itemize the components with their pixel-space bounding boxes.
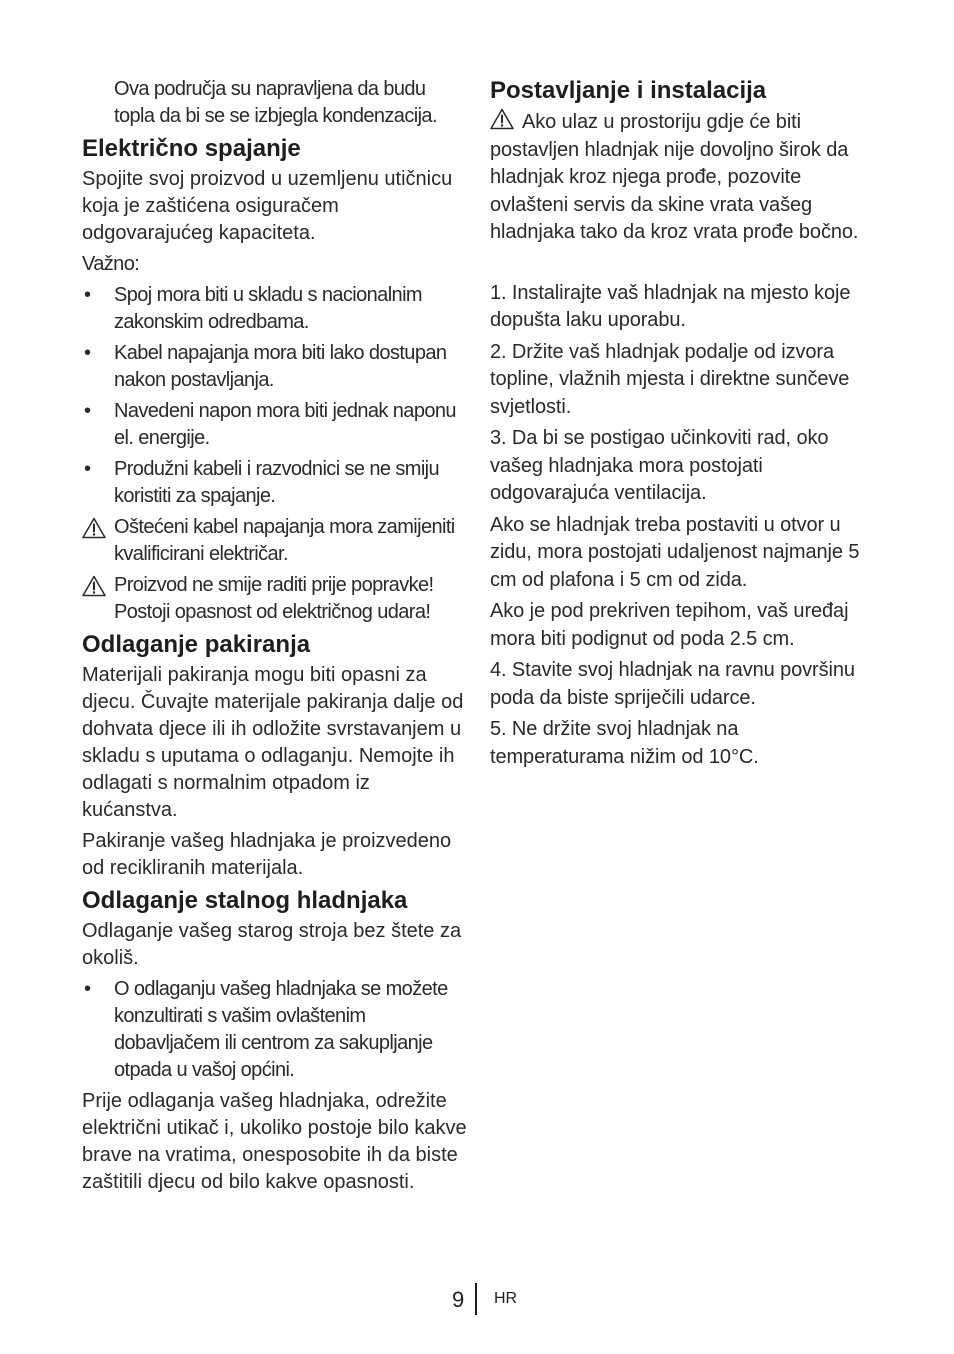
list-item: • Kabel napajanja mora biti lako dostupan nakon postavljanja. xyxy=(84,342,447,391)
installation-step: 3. Da bi se postigao učinkoviti rad, oko vašeg hladnjaka mora postojati odgovarajuća ventilacija. xyxy=(490,427,829,504)
bullet-dot: • xyxy=(84,458,91,480)
list-item: • Navedeni napon mora biti jednak naponu el. energije. xyxy=(84,400,456,449)
installation-step: 2. Držite vaš hladnjak podalje od izvora topline, vlažnih mjesta i direktne sunčeve svjetlosti. xyxy=(490,340,850,418)
installation-step: 5. Ne držite svoj hladnjak na temperaturama nižim od 10°C. xyxy=(490,718,759,768)
old-fridge-paragraph: Odlaganje vašeg starog stroja bez štete za okoliš. xyxy=(82,920,462,969)
warning-triangle-icon xyxy=(490,108,514,130)
warning-triangle-icon xyxy=(82,575,106,597)
bullet-dot: • xyxy=(84,342,91,364)
old-fridge-bullet-list xyxy=(82,976,470,1084)
installation-step: 4. Stavite svoj hladnjak na ravnu površinu poda da biste spriječili udarce. xyxy=(490,659,855,709)
installation-note: Ako se hladnjak treba postaviti u otvor u zidu, mora postojati udaljenost najmanje 5 cm od plafona i 5 cm od zida. xyxy=(490,513,860,591)
section-heading-installation: Postavljanje i instalacija xyxy=(490,77,767,104)
language-code: HR xyxy=(494,1290,518,1307)
section-heading-old-fridge: Odlaganje stalnog hladnjaka xyxy=(82,887,408,914)
installation-warning: Ako ulaz u prostoriju gdje će biti postavljen hladnjak nije dovoljno širok da hladnjak kroz njega prođe, pozovite ovlašteni servis da skine vrata vašeg hladnjaka tako da kroz vrata prođe bočno. xyxy=(490,108,874,247)
spacer xyxy=(490,251,874,280)
packaging-paragraph: Materijali pakiranja mogu biti opasni za djecu. Čuvajte materijale pakiranja dalje od dohvata djece ili ih odložite svrstavanjem u skladu s uputama o odlaganju. Nemojte ih odlagati s normalnim otpadom iz kućanstva. xyxy=(82,664,464,821)
intro-paragraph: Ova područja su napravljena da budu topla da bi se se izbjegla kondenzacija. xyxy=(114,78,437,127)
warning-triangle-icon xyxy=(82,517,106,539)
left-column xyxy=(82,76,470,1200)
warning-damaged-cable: Oštećeni kabel napajanja mora zamijeniti kvalificirani električar. xyxy=(82,514,470,568)
section-heading-electrical: Električno spajanje xyxy=(82,135,301,162)
warning-shock-hazard: Proizvod ne smije raditi prije popravke! Postoji opasnost od električnog udara! xyxy=(82,572,470,626)
list-item: • Spoj mora biti u skladu s nacionalnim zakonskim odredbama. xyxy=(84,284,422,333)
bullet-dot: • xyxy=(84,978,91,1000)
bullet-dot: • xyxy=(84,400,91,422)
old-fridge-closing-paragraph: Prije odlaganja vašeg hladnjaka, odrežite električni utikač i, ukoliko postoje bilo kakve brave na vratima, onesposobite ih da biste zaštitili djecu od bilo kakve opasnosti. xyxy=(82,1090,467,1193)
page-number: 9 xyxy=(452,1287,465,1312)
page-footer xyxy=(0,1283,954,1315)
electrical-bullet-list xyxy=(82,282,470,510)
list-item: • O odlaganju vašeg hladnjaka se možete konzultirati s vašim ovlaštenim dobavljačem ili centrom za sakupljanje otpada u vašoj općini. xyxy=(84,978,448,1081)
right-column xyxy=(490,76,874,775)
electrical-paragraph: Spojite svoj proizvod u uzemljenu utičnicu koja je zaštićena osiguračem odgovarajućeg kapaciteta. xyxy=(82,168,453,244)
section-heading-packaging: Odlaganje pakiranja xyxy=(82,631,311,658)
important-label: Važno: xyxy=(82,253,140,275)
bullet-dot: • xyxy=(84,284,91,306)
packaging-paragraph: Pakiranje vašeg hladnjaka je proizvedeno od recikliranih materijala. xyxy=(82,830,452,879)
installation-note: Ako je pod prekriven tepihom, vaš uređaj mora biti podignut od poda 2.5 cm. xyxy=(490,600,849,650)
installation-step: 1. Instalirajte vaš hladnjak na mjesto koje dopušta laku uporabu. xyxy=(490,281,851,331)
footer-divider xyxy=(475,1283,477,1315)
list-item: • Produžni kabeli i razvodnici se ne smiju koristiti za spajanje. xyxy=(84,458,440,507)
